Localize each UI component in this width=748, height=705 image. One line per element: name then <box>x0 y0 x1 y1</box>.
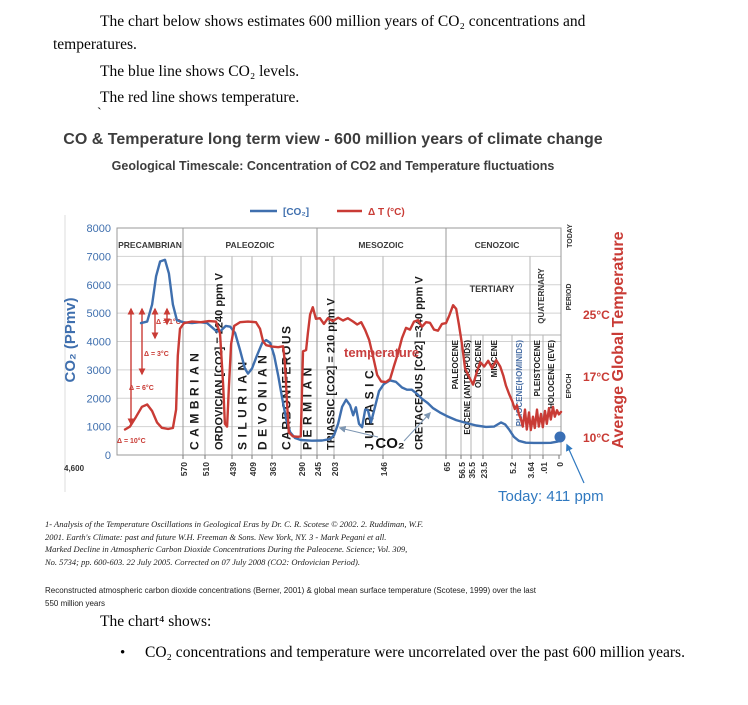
x-tick-label: 245 <box>313 462 323 477</box>
x-tick-label: 363 <box>268 462 278 477</box>
intro-paragraph-line2: temperatures. <box>53 36 137 53</box>
figure-caption <box>45 584 685 610</box>
right-temp-label: 10°C <box>583 431 610 445</box>
intro-paragraph-line1: The chart below shows estimates 600 million years of CO₂ concentrations and <box>100 13 586 30</box>
delta-arrow-label: Δ = 3°C <box>144 351 169 358</box>
x-tick-label: 0 <box>555 462 565 467</box>
y-tick-label: 1000 <box>86 421 111 434</box>
x-tick-label: 146 <box>379 462 389 477</box>
right-axis-title: Average Global Temperature <box>610 231 627 449</box>
x-axis <box>64 455 565 479</box>
footnote-line: 1- Analysis of the Temperature Oscillations in Geological Eras by Dr. C. R. Scotese © 2002. 2. Ruddiman, W.F. <box>45 519 424 529</box>
x-tick-label: 4,600 <box>64 464 85 473</box>
era-label: PALEOZOIC <box>225 240 275 250</box>
chart-canvas <box>0 128 748 518</box>
x-tick-label: 23.5 <box>479 462 489 479</box>
delta-arrow-label: Δ = 6°C <box>129 385 154 392</box>
era-label: PRECAMBRIAN <box>118 240 182 250</box>
temperature-annotation: temperature <box>344 345 420 360</box>
bullet-item: CO₂ concentrations and temperature were uncorrelated over the past 600 million years. <box>145 644 685 661</box>
period-label: SILURIAN <box>235 357 250 450</box>
delta-arrow-label: Δ = 10°C <box>117 438 146 445</box>
side-label: PERIOD <box>566 283 573 311</box>
period-label: CARBONIFEROUS <box>279 324 294 450</box>
bullet-marker: • <box>120 645 126 661</box>
blue-line-sentence: The blue line shows CO₂ levels. <box>100 63 300 80</box>
legend <box>250 207 405 218</box>
era-label: MESOZOIC <box>358 240 404 250</box>
epoch-label: PALEOCENE <box>451 340 460 390</box>
period-label: DEVONIAN <box>255 350 270 450</box>
chart-subtitle: Geological Timescale: Concentration of CO2 and Temperature fluctuations <box>111 159 555 173</box>
period-label: CAMBRIAN <box>187 348 202 450</box>
epoch-label: HOLOCENE (EVE) <box>547 340 556 409</box>
quaternary-label: QUATERNARY <box>537 268 546 324</box>
x-tick-label: 409 <box>248 462 258 477</box>
tertiary-label: TERTIARY <box>469 284 515 294</box>
right-temp-label: 17°C <box>583 370 610 384</box>
footnote-line: No. 5734; pp. 600-603. 22 July 2005. Corrected on 07 July 2008 (CO2: Ordovician Period). <box>45 556 361 567</box>
red-line-sentence: The red line shows temperature. <box>100 89 300 106</box>
y-tick-label: 2000 <box>86 393 111 406</box>
epoch-label: PLEISTOCENE <box>533 340 542 397</box>
x-tick-label: 203 <box>330 462 340 477</box>
x-tick-label: 510 <box>201 462 211 477</box>
side-label: EPOCH <box>566 373 573 399</box>
delta-arrow-label: Δ = 1°C <box>156 319 181 326</box>
x-tick-label: 570 <box>179 462 189 477</box>
chart-title: CO & Temperature long term view - 600 million years of climate change <box>63 131 603 148</box>
y-tick-label: 6000 <box>86 279 111 292</box>
y-axis-title: CO₂ (PPmv) <box>62 297 79 383</box>
y-tick-label: 8000 <box>86 223 111 235</box>
footnote-line: Marked Decline in Atmospheric Carbon Dioxide Concentrations During the Paleocene. Science; Vol. 309, <box>45 544 408 555</box>
y-tick-label: 3000 <box>86 364 111 377</box>
period-label: PERMIAN <box>300 363 315 450</box>
caption-line: 550 million years <box>45 599 106 608</box>
chart-heading: The chart⁴ shows: <box>100 613 212 630</box>
epoch-label: EOCENE (ANTROPOIDS) <box>463 340 472 435</box>
legend-label: Δ T (°C) <box>368 207 405 218</box>
epoch-label: OLIGOCENE <box>474 340 483 389</box>
right-temp-label: 25°C <box>583 308 610 322</box>
figure-footnotes <box>45 518 605 568</box>
legend-label: [CO₂] <box>283 207 310 218</box>
x-tick-label: .01 <box>539 462 549 474</box>
side-label: TODAY <box>567 224 574 248</box>
x-tick-label: 5.2 <box>508 462 518 474</box>
period-label: CRETACEOUS [CO2] =340 ppm V <box>413 276 426 450</box>
stray-backtick: ` <box>97 106 102 121</box>
y-tick-label: 4000 <box>86 336 111 349</box>
x-tick-label: 35.5 <box>467 462 477 479</box>
y-axis-left <box>87 223 111 462</box>
y-tick-label: 0 <box>104 450 111 462</box>
y-tick-label: 7000 <box>86 251 111 264</box>
x-tick-label: 3.64 <box>526 462 536 479</box>
period-label: TRIASSIC [CO2] = 210 ppm V <box>325 298 338 450</box>
today-arrow <box>567 445 584 483</box>
x-tick-label: 56.5 <box>457 462 467 479</box>
today-end-dot <box>555 432 566 443</box>
footnote-line: 2001. Earth's Climate: past and future W.H. Freeman & Sons. New York, NY. 3 - Mark Pegani et all. <box>45 531 387 542</box>
co2-annotation: CO₂ <box>375 435 405 452</box>
period-labels <box>188 272 426 450</box>
caption-line: Reconstructed atmospheric carbon dioxide concentrations (Berner, 2001) & global mean surface temperature (Scotese, 1999) over the last <box>45 586 536 595</box>
delta-arrows <box>117 309 181 445</box>
x-tick-label: 65 <box>442 462 452 472</box>
period-label: ORDOVICIAN [CO2] = 2240 ppm V <box>213 273 226 450</box>
period-label: JURASIC <box>362 365 377 450</box>
epoch-label: PLIOCENE(HOMINIDS) <box>515 340 524 427</box>
x-tick-label: 439 <box>228 462 238 477</box>
y-tick-label: 5000 <box>86 308 111 321</box>
era-labels <box>118 240 519 250</box>
epoch-label: MIOCENE <box>490 340 499 378</box>
today-ppm-label: Today: 411 ppm <box>498 488 604 505</box>
x-tick-label: 290 <box>297 462 307 477</box>
era-label: CENOZOIC <box>474 240 520 250</box>
